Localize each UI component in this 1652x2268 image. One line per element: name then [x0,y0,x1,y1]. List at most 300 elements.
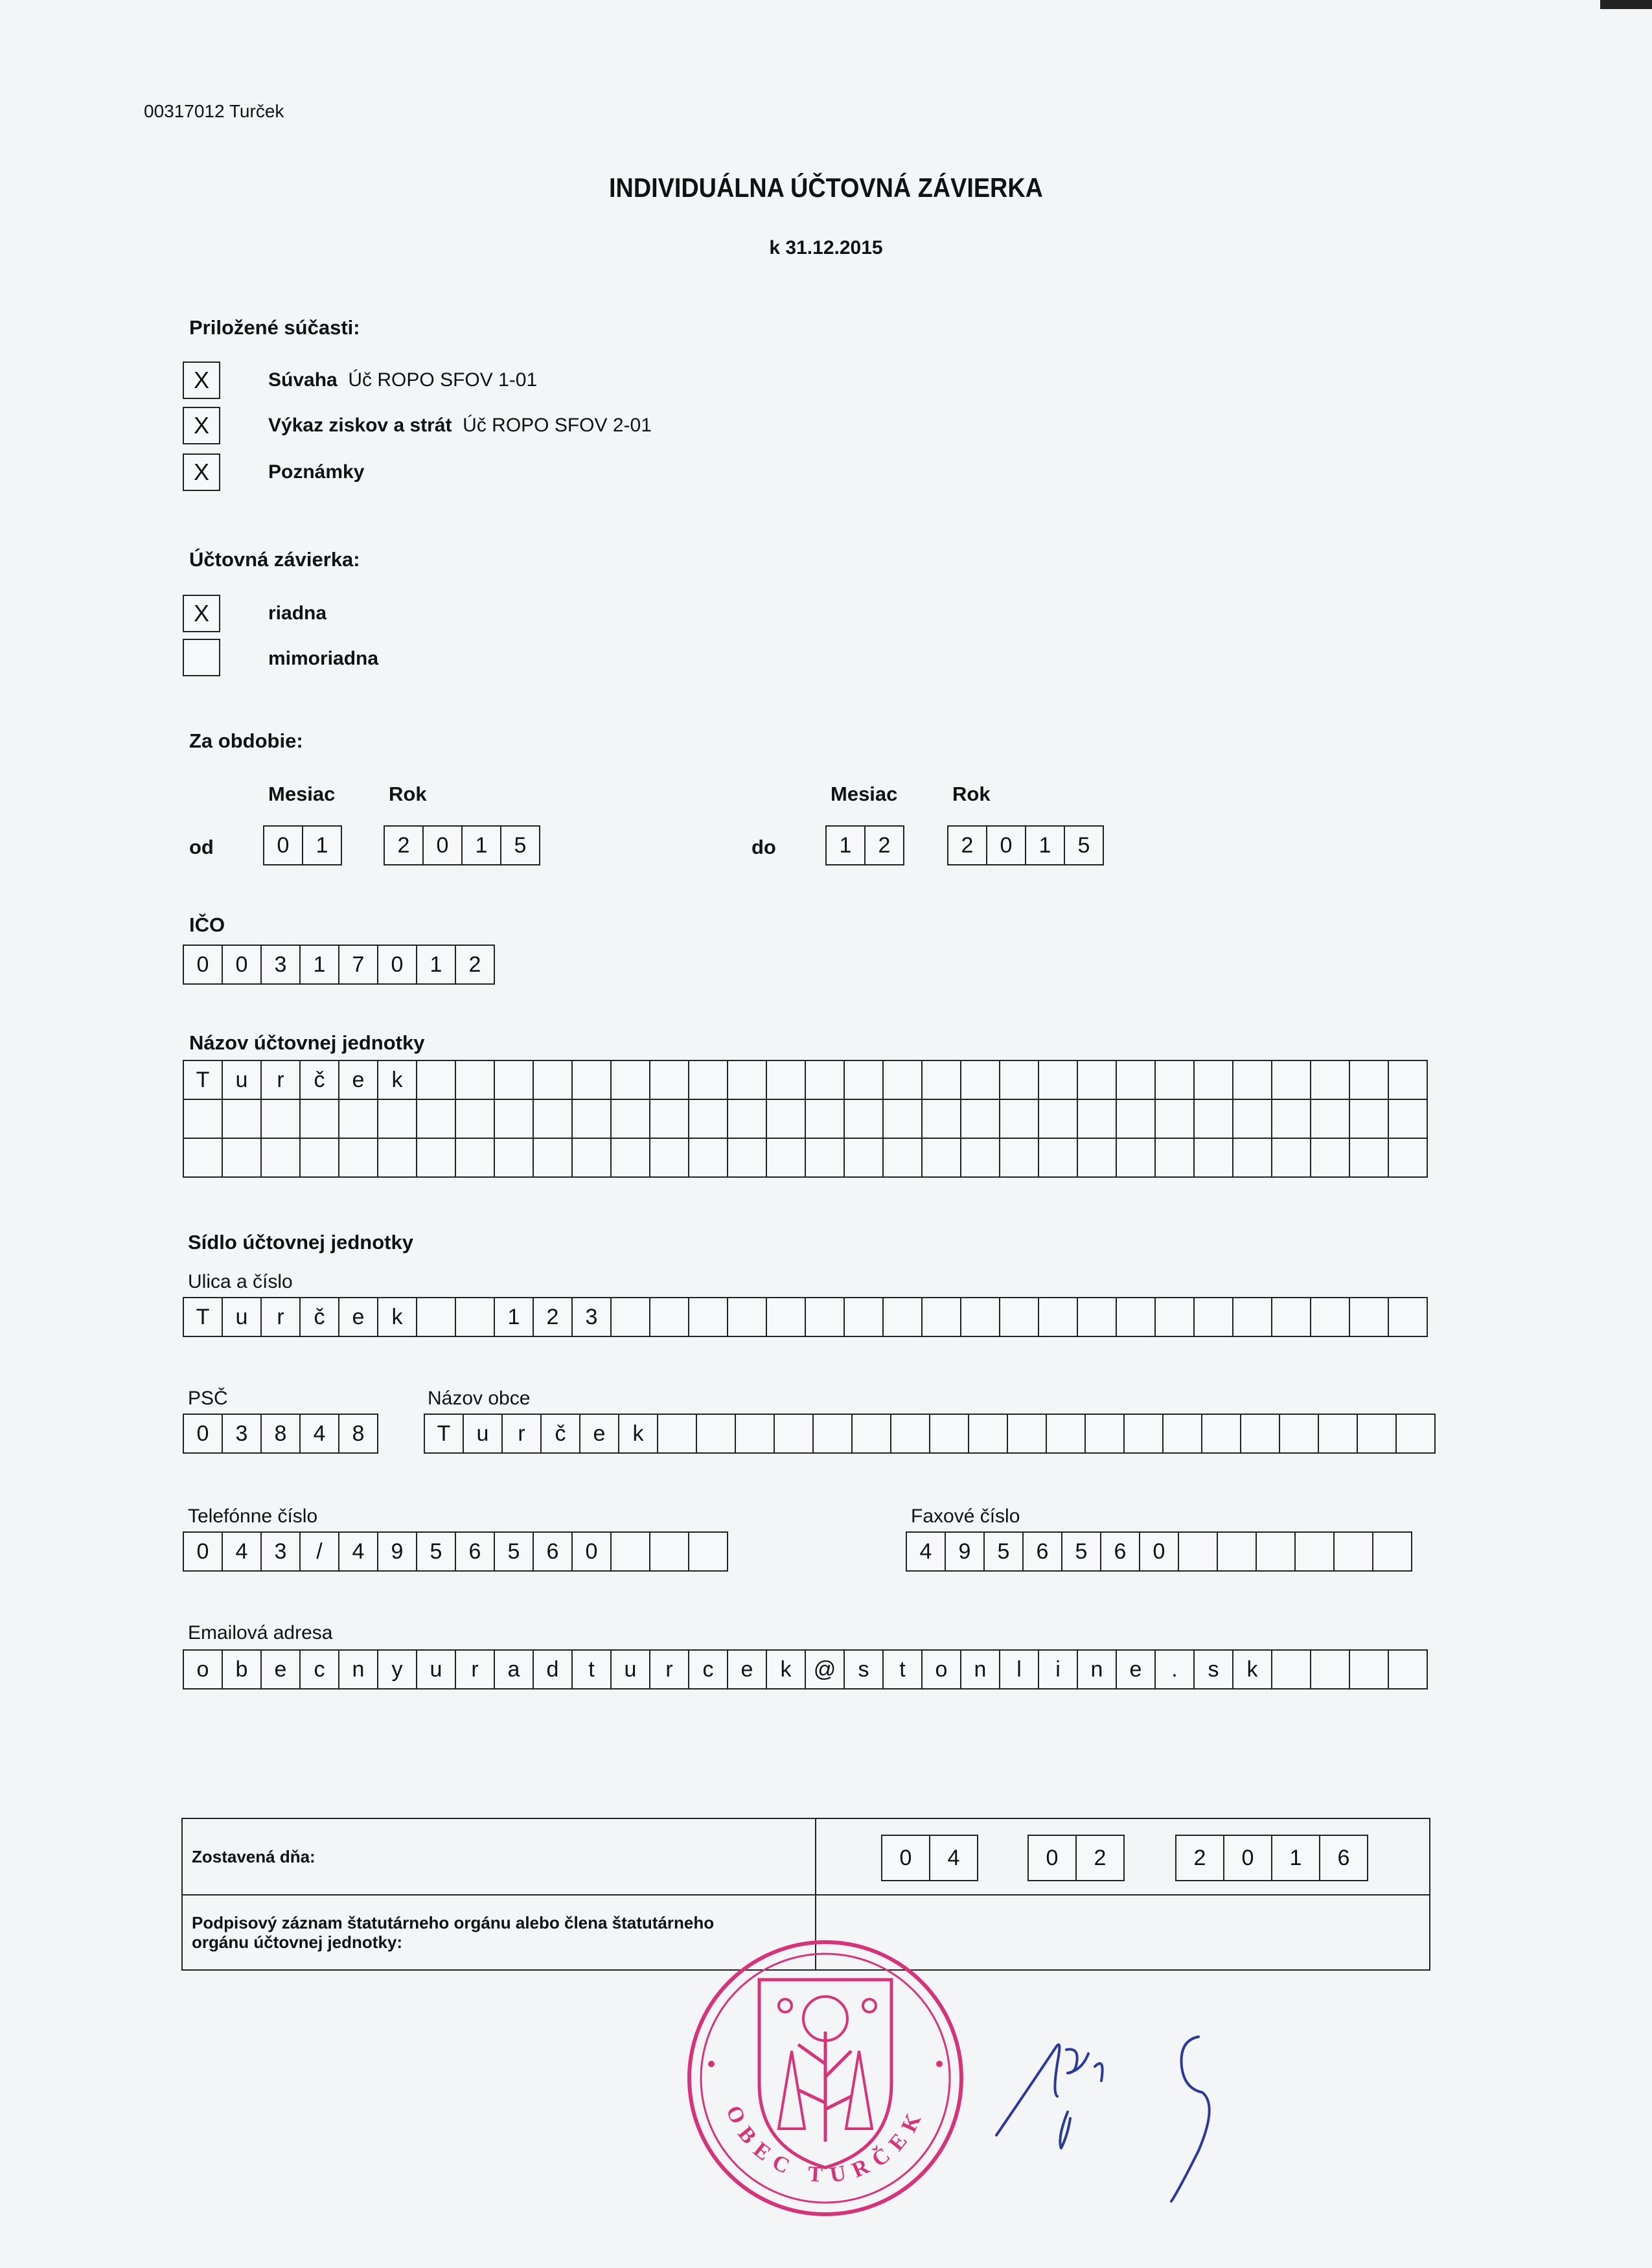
entity-name-cell [533,1060,573,1100]
attachment-suvaha-name: Súvaha [268,369,338,391]
entity-name-cell [416,1099,456,1139]
fax-field[interactable] [906,1531,1412,1572]
city-cell [1201,1414,1241,1454]
stamp-tree-icon [798,2032,851,2142]
entity-name-cell [649,1138,689,1178]
entity-name-cell [1154,1099,1195,1139]
city-cell [1318,1414,1358,1454]
street-cell [1116,1297,1156,1337]
email-cell: i [1038,1649,1078,1690]
signature-stroke-2 [1066,2049,1103,2081]
entity-name-cell [921,1138,961,1178]
city-cell: č [540,1414,580,1454]
email-cell: c [299,1649,339,1690]
document-title: INDIVIDUÁLNA ÚČTOVNÁ ZÁVIERKA [609,172,1043,203]
street-cell [610,1297,650,1337]
option-riadna [268,602,327,624]
attachment-vykaz-name: Výkaz ziskov a strát [268,415,452,436]
entity-name-cell [1116,1060,1156,1100]
fax-cell: 5 [1061,1531,1101,1572]
from-month-field[interactable] [263,825,342,865]
phone-cell: 6 [533,1531,573,1572]
checkbox-suvaha[interactable]: X [183,361,220,399]
email-cell: d [533,1649,573,1690]
email-cell: u [610,1649,650,1690]
entity-name-cell [1388,1099,1428,1139]
entity-name-cell [416,1060,456,1100]
option-mimoriadna [268,648,378,670]
email-cell: . [1154,1649,1195,1690]
street-cell [1271,1297,1311,1337]
entity-name-cell [649,1099,689,1139]
entity-name-cell: T [183,1060,223,1100]
entity-name-cell [610,1099,650,1139]
entity-name-cell [1154,1060,1195,1100]
entity-name-cell [1388,1060,1428,1100]
entity-name-cell [805,1060,845,1100]
street-cell [1310,1297,1350,1337]
entity-name-cell: e [338,1060,378,1100]
entity-name-cell [1193,1099,1233,1139]
email-cell: e [727,1649,767,1690]
compiled-day-cell: 4 [929,1835,978,1881]
street-label: Ulica a číslo [188,1271,293,1292]
street-cell [1349,1297,1389,1337]
psc-field[interactable] [183,1414,378,1454]
to-month-cell: 1 [825,825,866,865]
entity-name-cell [494,1099,534,1139]
ico-cell: 3 [260,945,301,985]
stamp-text: OBEC TURČEK [721,2102,930,2188]
street-cell [1388,1297,1428,1337]
to-year-field[interactable] [947,825,1104,865]
email-cell: @ [805,1649,845,1690]
psc-cell: 8 [260,1414,301,1454]
city-cell [1084,1414,1125,1454]
compiled-year-field[interactable] [1175,1835,1368,1881]
from-label: od [189,836,214,858]
street-cell: 1 [494,1297,534,1337]
compiled-month-cell: 0 [1027,1835,1077,1881]
from-year-cell: 1 [461,825,501,865]
attachment-vykaz [268,415,652,437]
ico-cell: 0 [222,945,262,985]
entity-name-cell [1154,1138,1195,1178]
entity-name-cell [260,1138,301,1178]
signature-stroke-3 [1060,2112,1070,2148]
psc-cell: 4 [299,1414,339,1454]
fax-cell: 6 [1100,1531,1140,1572]
entity-name-cell [921,1060,961,1100]
street-cell [416,1297,456,1337]
entity-name-cell [1271,1138,1311,1178]
entity-name-cell [1349,1060,1389,1100]
email-cell: u [416,1649,456,1690]
entity-name-row[interactable] [183,1099,1428,1139]
entity-name-cell [1038,1099,1078,1139]
compiled-year-cell: 1 [1271,1835,1320,1881]
entity-name-cell [727,1060,767,1100]
street-cell [921,1297,961,1337]
from-year-label: Rok [389,783,427,805]
email-cell: y [377,1649,417,1690]
phone-cell: 3 [260,1531,301,1572]
ico-cell: 7 [338,945,378,985]
fax-cell [1178,1531,1218,1572]
email-cell: c [688,1649,728,1690]
entity-name-cell [571,1138,612,1178]
phone-cell [649,1531,689,1572]
city-cell [968,1414,1008,1454]
entity-name-cell [299,1138,339,1178]
fax-cell: 6 [1022,1531,1062,1572]
email-cell [1388,1649,1428,1690]
entity-name-cell [222,1138,262,1178]
street-cell: r [260,1297,301,1337]
signature-stroke-1 [996,2045,1059,2135]
scan-edge-mark [1600,0,1652,9]
email-cell: e [1116,1649,1156,1690]
email-cell: a [494,1649,534,1690]
city-field[interactable] [424,1414,1436,1454]
phone-label: Telefónne číslo [188,1506,318,1527]
stamp-dot-left [708,2061,715,2067]
city-cell [929,1414,969,1454]
email-cell: t [571,1649,612,1690]
city-cell [851,1414,891,1454]
from-month-cell: 1 [302,825,342,865]
checkbox-poznamky[interactable]: X [183,453,220,491]
street-cell: č [299,1297,339,1337]
entity-name-cell [494,1060,534,1100]
entity-name-cell [533,1138,573,1178]
email-cell: s [843,1649,884,1690]
signature-label: Podpisový záznam štatutárneho orgánu alebo člena štatutárneho orgánu účtovnej jednotky: [192,1913,715,1952]
entity-name-cell [688,1060,728,1100]
entity-name-cell [338,1138,378,1178]
street-cell: k [377,1297,417,1337]
compiled-day-field[interactable] [881,1835,978,1881]
phone-cell: 9 [377,1531,417,1572]
document-date: k 31.12.2015 [769,237,883,258]
city-cell [1162,1414,1202,1454]
compiled-date-label: Zostavená dňa: [192,1846,315,1866]
entity-name-cell [766,1138,806,1178]
entity-name-row[interactable] [183,1138,1428,1178]
entity-name-cell [1310,1099,1350,1139]
entity-name-cell [1310,1060,1350,1100]
entity-name-row[interactable] [183,1060,1428,1100]
psc-cell: 8 [338,1414,378,1454]
email-cell: o [183,1649,223,1690]
email-label: Emailová adresa [188,1622,333,1644]
from-month-cell: 0 [263,825,303,865]
entity-name-cell [688,1099,728,1139]
street-cell [1193,1297,1233,1337]
street-cell [1154,1297,1195,1337]
stamp-dot-right [936,2061,943,2067]
entity-name-cell [688,1138,728,1178]
entity-name-cell [1077,1099,1117,1139]
address-heading: Sídlo účtovnej jednotky [188,1231,413,1254]
entity-name-cell [1116,1138,1156,1178]
from-year-cell: 0 [422,825,463,865]
entity-name-cell [727,1099,767,1139]
email-cell: o [921,1649,961,1690]
ico-label: IČO [189,913,225,936]
street-cell [455,1297,495,1337]
option-riadna-label: riadna [268,602,327,624]
fax-cell: 9 [945,1531,985,1572]
entity-name-cell [377,1099,417,1139]
entity-name-cell [416,1138,456,1178]
street-cell [727,1297,767,1337]
attachment-suvaha-code: Úč ROPO SFOV 1-01 [348,369,538,391]
city-cell [1357,1414,1397,1454]
street-cell: u [222,1297,262,1337]
entity-name-cell [1038,1138,1078,1178]
phone-cell: 4 [338,1531,378,1572]
entity-name-cell [455,1060,495,1100]
street-cell: 2 [533,1297,573,1337]
to-month-field[interactable] [825,825,904,865]
street-cell [688,1297,728,1337]
email-field[interactable] [183,1649,1428,1690]
street-cell [843,1297,884,1337]
entity-name-cell [222,1099,262,1139]
phone-cell [610,1531,650,1572]
entity-name-cell [882,1138,923,1178]
city-cell [890,1414,930,1454]
entity-name-cell [999,1138,1039,1178]
fax-cell: 5 [983,1531,1024,1572]
phone-cell: / [299,1531,339,1572]
email-cell: l [999,1649,1039,1690]
entity-name-cell: u [222,1060,262,1100]
ico-field[interactable] [183,945,495,985]
phone-cell: 0 [183,1531,223,1572]
phone-cell [688,1531,728,1572]
from-year-cell: 2 [384,825,424,865]
checkbox-riadna[interactable]: X [183,595,220,632]
compiled-date-label-cell [182,1818,816,1895]
entity-name-cell [1116,1099,1156,1139]
street-cell [766,1297,806,1337]
street-cell [1038,1297,1078,1337]
fax-label: Faxové číslo [911,1506,1020,1527]
stamp-bird-left-icon [779,1999,792,2012]
email-cell: n [960,1649,1000,1690]
email-cell: t [882,1649,923,1690]
city-cell [774,1414,814,1454]
compiled-year-cell: 2 [1175,1835,1224,1881]
compiled-year-cell: 0 [1223,1835,1272,1881]
entity-name-cell [183,1099,223,1139]
email-cell [1310,1649,1350,1690]
entity-name-cell [649,1060,689,1100]
entity-name-cell [1232,1060,1272,1100]
entity-name-cell [610,1060,650,1100]
phone-field[interactable] [183,1531,728,1572]
city-cell [812,1414,853,1454]
email-cell: b [222,1649,262,1690]
attachments-heading: Priložené súčasti: [189,316,360,339]
city-cell: k [618,1414,658,1454]
street-cell [999,1297,1039,1337]
email-cell [1271,1649,1311,1690]
phone-cell: 6 [455,1531,495,1572]
ico-cell: 0 [377,945,417,985]
signature-stroke-4 [1171,2037,1210,2201]
handwritten-signature [985,2008,1257,2216]
to-year-cell: 0 [986,825,1026,865]
city-cell: u [463,1414,503,1454]
entity-name-cell [766,1099,806,1139]
city-cell [1395,1414,1436,1454]
city-cell [1240,1414,1280,1454]
entity-name-cell [533,1099,573,1139]
street-cell [1232,1297,1272,1337]
fax-cell [1256,1531,1296,1572]
email-cell [1349,1649,1389,1690]
document-id-name: 00317012 Turček [144,101,284,121]
entity-name-cell [571,1099,612,1139]
city-cell [1279,1414,1319,1454]
fax-cell [1333,1531,1373,1572]
psc-cell: 3 [222,1414,262,1454]
compiled-month-field[interactable] [1027,1835,1125,1881]
entity-name-cell [960,1138,1000,1178]
period-heading: Za obdobie: [189,729,303,752]
ico-cell: 1 [416,945,456,985]
city-cell [696,1414,736,1454]
email-cell: k [1232,1649,1272,1690]
email-cell: r [455,1649,495,1690]
stamp-bird-right-icon [863,1999,876,2012]
entity-name-cell: r [260,1060,301,1100]
city-cell: r [501,1414,542,1454]
email-cell: k [766,1649,806,1690]
entity-name-cell [843,1138,884,1178]
entity-name-cell [960,1060,1000,1100]
street-field[interactable] [183,1297,1428,1337]
phone-cell: 5 [416,1531,456,1572]
entity-name-cell [1271,1060,1311,1100]
ico-cell: 0 [183,945,223,985]
city-cell [1007,1414,1047,1454]
checkbox-vykaz[interactable]: X [183,407,220,444]
compiled-month-cell: 2 [1075,1835,1125,1881]
entity-name-cell [377,1138,417,1178]
entity-name-cell [805,1099,845,1139]
street-cell [649,1297,689,1337]
email-cell: n [338,1649,378,1690]
street-cell: 3 [571,1297,612,1337]
city-cell [735,1414,775,1454]
psc-cell: 0 [183,1414,223,1454]
fax-cell: 0 [1139,1531,1179,1572]
to-label: do [751,836,776,858]
fax-cell [1294,1531,1335,1572]
entity-name-cell [805,1138,845,1178]
entity-name-cell [1271,1099,1311,1139]
entity-name-cell [843,1099,884,1139]
entity-name-cell [999,1060,1039,1100]
fax-cell: 4 [906,1531,946,1572]
entity-name-cell [1193,1138,1233,1178]
entity-name-cell [882,1060,923,1100]
street-cell [960,1297,1000,1337]
compiled-year-cell: 6 [1319,1835,1368,1881]
entity-name-cell [1232,1138,1272,1178]
entity-name-cell [260,1099,301,1139]
entity-name-cell [921,1099,961,1139]
entity-name-cell [1232,1099,1272,1139]
entity-name-cell [610,1138,650,1178]
attachment-poznamky [268,461,364,483]
city-cell [1123,1414,1164,1454]
entity-name-cell [1310,1138,1350,1178]
entity-name-cell [299,1099,339,1139]
entity-name-cell [999,1099,1039,1139]
street-cell: e [338,1297,378,1337]
phone-cell: 5 [494,1531,534,1572]
attachment-suvaha [268,369,537,391]
entity-name-cell [1038,1060,1078,1100]
street-cell: T [183,1297,223,1337]
from-month-label: Mesiac [268,783,336,805]
entity-name-cell [1077,1060,1117,1100]
to-year-cell: 1 [1025,825,1065,865]
compiled-day-cell: 0 [881,1835,930,1881]
to-month-label: Mesiac [831,783,898,805]
from-year-cell: 5 [500,825,540,865]
entity-name-cell [727,1138,767,1178]
city-cell: T [424,1414,464,1454]
email-cell: s [1193,1649,1233,1690]
ico-cell: 2 [455,945,495,985]
option-mimoriadna-label: mimoriadna [268,648,379,669]
phone-cell: 4 [222,1531,262,1572]
street-cell [882,1297,923,1337]
to-year-cell: 2 [947,825,987,865]
statement-type-heading: Účtovná závierka: [189,548,360,571]
entity-name-label: Názov účtovnej jednotky [189,1031,425,1054]
entity-name-cell [494,1138,534,1178]
city-label: Názov obce [428,1388,531,1409]
to-year-label: Rok [952,783,991,805]
to-year-cell: 5 [1064,825,1104,865]
entity-name-cell [571,1060,612,1100]
street-cell [805,1297,845,1337]
phone-cell: 0 [571,1531,612,1572]
entity-name-field[interactable] [183,1060,1428,1178]
from-year-field[interactable] [384,825,540,865]
entity-name-cell [183,1138,223,1178]
entity-name-cell: k [377,1060,417,1100]
entity-name-cell [766,1060,806,1100]
email-cell: e [260,1649,301,1690]
compiled-date-cell [816,1818,1430,1895]
municipality-stamp [682,1934,969,2222]
attachment-poznamky-name: Poznámky [268,461,365,483]
fax-cell [1217,1531,1257,1572]
attachment-vykaz-code: Úč ROPO SFOV 2-01 [463,415,652,436]
ico-cell: 1 [299,945,339,985]
entity-name-cell [1388,1138,1428,1178]
entity-name-cell [455,1099,495,1139]
checkbox-mimoriadna[interactable] [183,639,220,676]
